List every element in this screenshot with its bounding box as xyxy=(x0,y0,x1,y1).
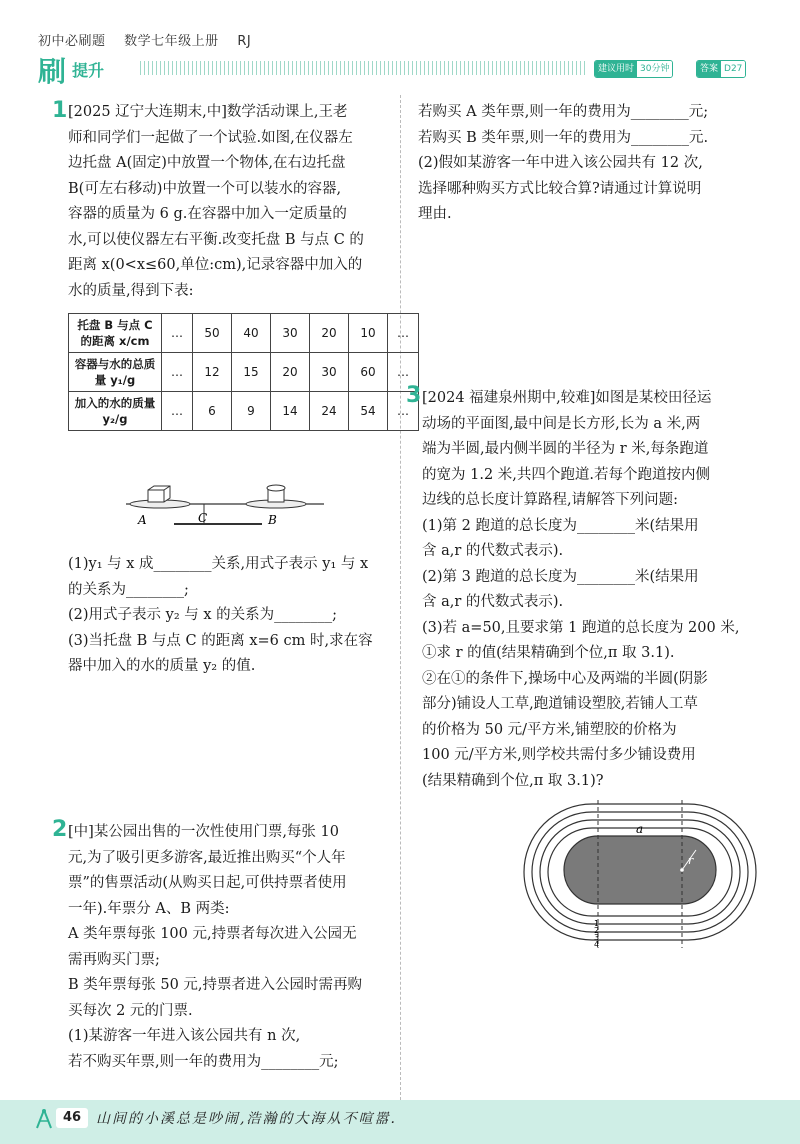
q2-line: 若不购买年票,则一年的费用为________元; xyxy=(68,1053,339,1070)
lane-label: 1 xyxy=(594,919,600,928)
column-divider xyxy=(400,95,401,1100)
label-c: C xyxy=(198,511,208,525)
series-title: 初中必刷题 xyxy=(38,34,106,49)
q2-line: (1)某游客一年进入该公园共有 n 次, xyxy=(68,1028,301,1044)
q3-line: 含 a,r 的代数式表示). xyxy=(422,594,564,610)
track-figure xyxy=(520,800,760,950)
shaded-field xyxy=(564,836,716,904)
table-cell: … xyxy=(162,353,193,392)
q1-sub3b: 器中加入的水的质量 y₂ 的值. xyxy=(68,658,256,674)
page-footer xyxy=(0,1100,800,1144)
brand-logo xyxy=(38,54,138,88)
q1-sub1b: 的关系为________; xyxy=(68,581,189,598)
q1-sub3: (3)当托盘 B 与点 C 的距离 x=6 cm 时,求在容 xyxy=(68,632,373,649)
lane-label: 2 xyxy=(594,926,600,935)
q3-line: (1)第 2 跑道的总长度为________米(结果用 xyxy=(422,517,699,534)
label-a: A xyxy=(138,513,147,527)
table-row xyxy=(69,314,419,353)
subject-title: 数学七年级上册 xyxy=(124,34,219,49)
q3-line: ①求 r 的值(结果精确到个位,π 取 3.1). xyxy=(422,645,675,661)
q2-line: [中]某公园出售的一次性使用门票,每张 10 xyxy=(68,824,339,840)
q3-line: 的价格为 50 元/平方米,铺塑胶的价格为 xyxy=(422,721,677,738)
balance-figure xyxy=(118,480,338,550)
table-row xyxy=(69,353,419,392)
q1-line: 边托盘 A(固定)中放置一个物体,在右边托盘 xyxy=(68,155,346,171)
row-label: 容器与水的总质量 y₁/g xyxy=(69,353,162,392)
question-3-text xyxy=(422,386,772,794)
q3-line: (结果精确到个位,π 取 3.1)? xyxy=(422,772,604,789)
q1-line: 距离 x(0<x≤60,单位:cm),记录容器中加入的 xyxy=(68,257,363,273)
table-cell: … xyxy=(388,353,419,392)
question-2-text xyxy=(68,820,398,1075)
q2-line: 票”的售票活动(从购买日起,可供持票者使用 xyxy=(68,875,347,891)
q3-line: 边线的总长度计算路程,请解答下列问题: xyxy=(422,492,678,508)
q1-line: B(可左右移动)中放置一个可以装水的容器, xyxy=(68,180,342,197)
q1-line: 水,可以使仪器左右平衡.改变托盘 B 与点 C 的 xyxy=(68,231,364,248)
q2-line: 元,为了吸引更多游客,最近推出购买“个人年 xyxy=(68,849,346,866)
label-b: B xyxy=(268,513,277,527)
q3-line: (2)第 3 跑道的总长度为________米(结果用 xyxy=(422,568,699,585)
q1-sub2: (2)用式子表示 y₂ 与 x 的关系为________; xyxy=(68,607,338,623)
q2-line: 买每次 2 元的门票. xyxy=(68,1002,193,1019)
brand-small: 提升 xyxy=(72,61,105,80)
answer-label: 答案 xyxy=(697,61,721,77)
q1-line: 师和同学们一起做了一个试验.如图,在仪器左 xyxy=(68,129,353,146)
q2-line: 选择哪种购买方式比较合算?请通过计算说明 xyxy=(418,180,702,197)
label-r: r xyxy=(688,854,694,867)
table-cell: 15 xyxy=(232,353,271,392)
question-number-2: 2 xyxy=(52,817,68,842)
label-a: a xyxy=(636,822,644,836)
q3-line: 的宽为 1.2 米,共四个跑道.若每个跑道按内侧 xyxy=(422,466,710,483)
table-cell: 6 xyxy=(193,392,232,431)
data-table-wrapper xyxy=(68,313,422,431)
question-number-3: 3 xyxy=(406,383,422,408)
table-cell: 14 xyxy=(271,392,310,431)
q1-line: 水的质量,得到下表: xyxy=(68,282,194,299)
table-cell: 12 xyxy=(193,353,232,392)
container-rim xyxy=(267,485,285,491)
footer-motto: 山间的小溪总是吵闹,浩瀚的大海从不喧嚣. xyxy=(96,1111,397,1127)
time-label: 建议用时 xyxy=(595,61,637,77)
question-2-continued xyxy=(418,100,768,228)
q3-line: [2024 福建泉州期中,较难]如图是某校田径运 xyxy=(422,390,712,406)
q3-line: ②在①的条件下,操场中心及两端的半圆(阴影 xyxy=(422,670,708,687)
q3-line: 端为半圆,最内侧半圆的半径为 r 米,每条跑道 xyxy=(422,441,709,457)
question-1-subparts xyxy=(68,552,398,680)
table-cell: 10 xyxy=(349,314,388,353)
compass-icon xyxy=(34,1108,54,1130)
answer-badge xyxy=(696,60,746,78)
table-cell: 24 xyxy=(310,392,349,431)
table-cell: 30 xyxy=(310,353,349,392)
table-cell: 54 xyxy=(349,392,388,431)
q3-line: 部分)铺设人工草,跑道铺设塑胶,若铺人工草 xyxy=(422,696,698,712)
data-table xyxy=(68,313,422,431)
q2-line: 一年).年票分 A、B 两类: xyxy=(68,900,230,917)
time-value: 30分钟 xyxy=(637,61,672,77)
question-1-text xyxy=(68,100,394,304)
table-cell: 40 xyxy=(232,314,271,353)
q2-line: 若购买 B 类年票,则一年的费用为________元. xyxy=(418,129,709,146)
table-row xyxy=(69,392,419,431)
table-cell: … xyxy=(162,392,193,431)
lane-label: 4 xyxy=(594,940,600,949)
q3-line: (3)若 a=50,且要求第 1 跑道的总长度为 200 米, xyxy=(422,619,740,636)
lane-label: 3 xyxy=(594,933,600,942)
brand-big: 刷 xyxy=(38,55,67,88)
center-point xyxy=(680,868,684,872)
question-number-1: 1 xyxy=(52,98,68,123)
q2-line: 理由. xyxy=(418,206,452,222)
q3-line: 100 元/平方米,则学校共需付多少铺设费用 xyxy=(422,747,696,763)
q2-line: B 类年票每张 50 元,持票者进入公园时需再购 xyxy=(68,977,363,993)
edition-label: RJ xyxy=(237,34,252,49)
row-label: 托盘 B 与点 C 的距离 x/cm xyxy=(69,314,162,353)
q3-line: 动场的平面图,最中间是长方形,长为 a 米,两 xyxy=(422,415,701,432)
q1-sub1: (1)y₁ 与 x 成________关系,用式子表示 y₁ 与 x xyxy=(68,556,369,572)
q2-line: 若购买 A 类年票,则一年的费用为________元; xyxy=(418,104,709,120)
answer-value: D27 xyxy=(721,61,745,77)
table-cell: 30 xyxy=(271,314,310,353)
time-badge xyxy=(594,60,673,78)
table-cell: … xyxy=(388,392,419,431)
q1-line: [2025 辽宁大连期末,中]数学活动课上,王老 xyxy=(68,104,348,120)
q1-line: 容器的质量为 6 g.在容器中加入一定质量的 xyxy=(68,206,347,222)
table-cell: 20 xyxy=(271,353,310,392)
q2-line: A 类年票每张 100 元,持票者每次进入公园无 xyxy=(68,926,357,942)
q2-line: 需再购买门票; xyxy=(68,951,160,968)
q2-line: (2)假如某游客一年中进入该公园共有 12 次, xyxy=(418,155,703,171)
table-cell: … xyxy=(388,314,419,353)
header-hatch-decoration xyxy=(140,61,588,75)
table-cell: 20 xyxy=(310,314,349,353)
q3-line: 含 a,r 的代数式表示). xyxy=(422,543,564,559)
table-cell: … xyxy=(162,314,193,353)
page-number: 46 xyxy=(56,1108,88,1128)
table-cell: 60 xyxy=(349,353,388,392)
table-cell: 50 xyxy=(193,314,232,353)
table-cell: 9 xyxy=(232,392,271,431)
page-header xyxy=(38,30,265,49)
row-label: 加入的水的质量 y₂/g xyxy=(69,392,162,431)
